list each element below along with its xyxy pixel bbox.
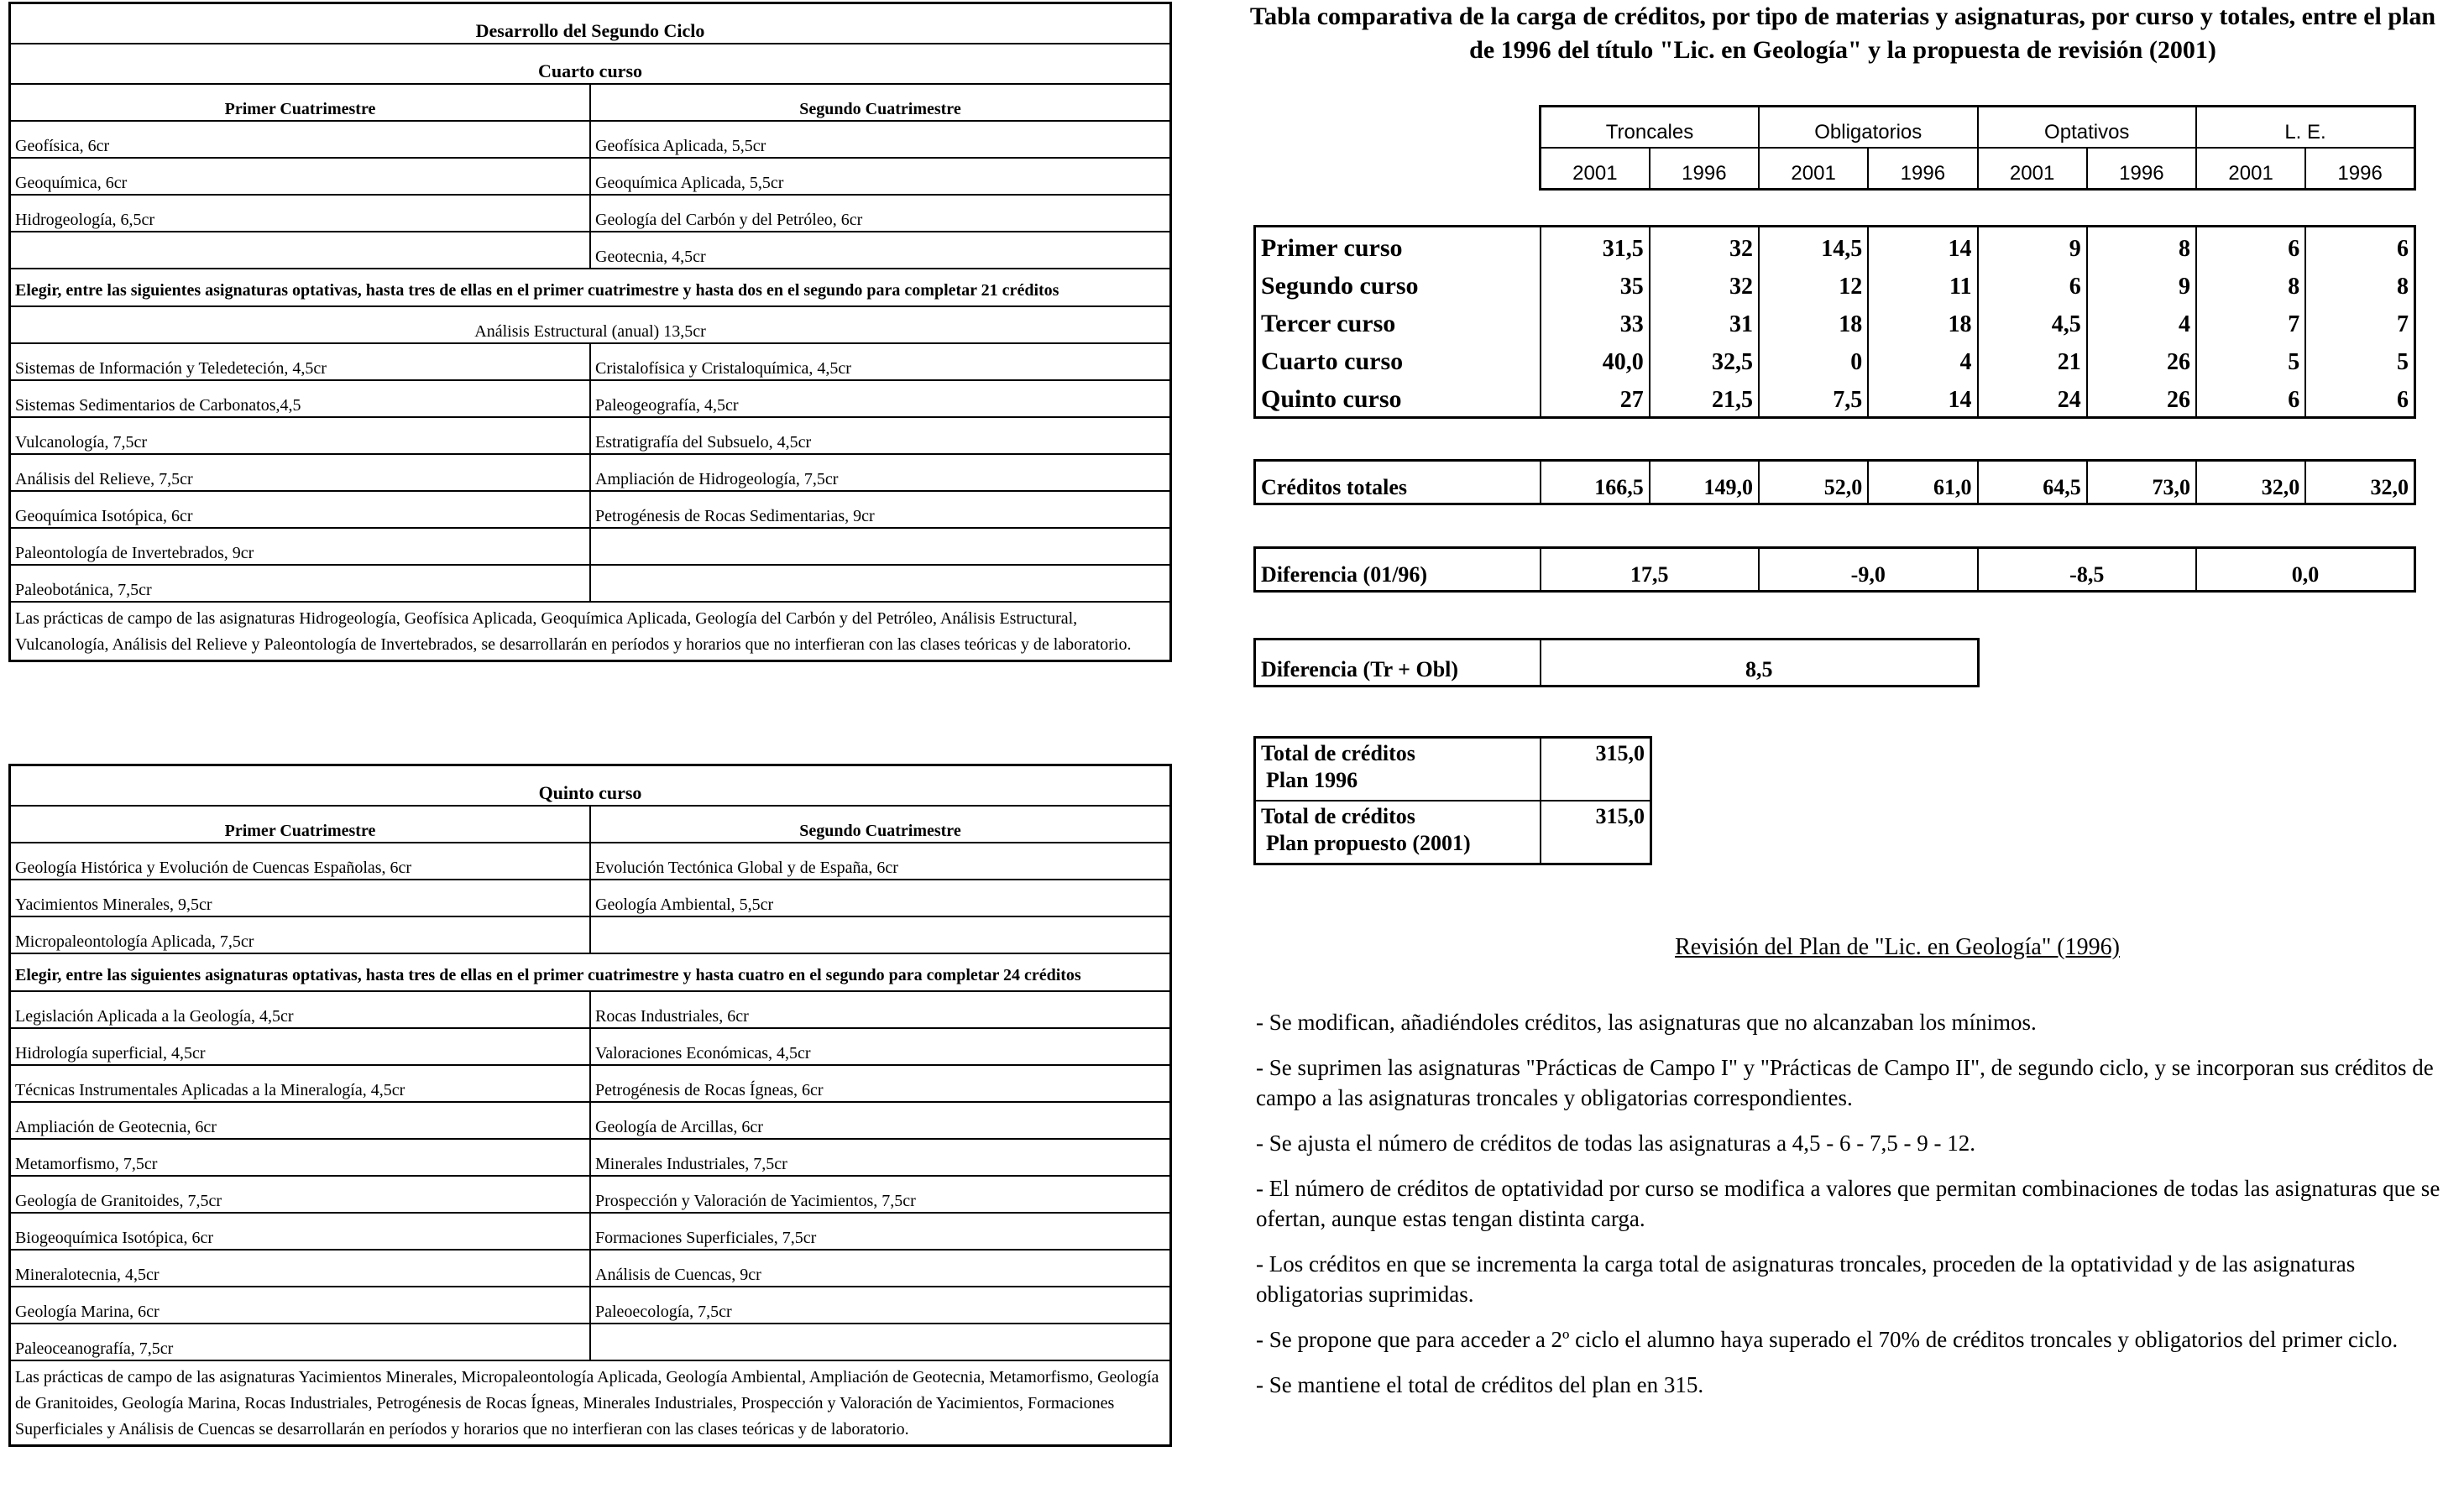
subject-cell: Paleontología de Invertebrados, 9cr [10,528,591,565]
core-row [10,916,1171,953]
row-label-line: Total de créditos [1261,741,1415,765]
elective-row [10,1287,1171,1324]
value-cell: 6 [2305,227,2414,266]
value-cell: 21,5 [1650,379,1759,418]
group-header: L. E. [2196,107,2415,149]
value-cell: 4,5 [1978,303,2087,341]
elective-row [10,417,1171,454]
elective-row [10,343,1171,380]
subject-cell: Micropaleontología Aplicada, 7,5cr [10,916,591,953]
row-label: Créditos totales [1255,461,1541,504]
elective-note: Elegir, entre las siguientes asignaturas optativas, hasta tres de ellas en el primer cuatrimestre y hasta dos en el segundo para completar 21 créditos [10,269,1171,306]
course-row [1255,303,2415,341]
subject-cell: Minerales Industriales, 7,5cr [590,1139,1171,1176]
value-cell: 27 [1541,379,1650,418]
value-cell: 35 [1541,265,1650,303]
subject-cell: Paleogeografía, 4,5cr [590,380,1171,417]
elective-row [10,1250,1171,1287]
subject-cell: Rocas Industriales, 6cr [590,991,1171,1028]
value-cell: 26 [2087,341,2196,379]
year-header: 2001 [1978,148,2087,190]
value-cell: 4 [2087,303,2196,341]
quinto-curso-body [10,765,1171,1446]
value-cell: 7 [2305,303,2414,341]
elective-row [10,1065,1171,1102]
elective-row [10,491,1171,528]
revision-item: - Se mantiene el total de créditos del plan en 315. [1256,1372,1704,1397]
subject-cell [590,916,1171,953]
elective-row [10,991,1171,1028]
value-cell: 4 [1868,341,1977,379]
row-label: Diferencia (01/96) [1255,548,1541,592]
core-row [10,880,1171,916]
value-cell: 21 [1978,341,2087,379]
subject-cell: Geofísica Aplicada, 5,5cr [590,121,1171,158]
value-cell: 6 [1978,265,2087,303]
value-cell: 26 [2087,379,2196,418]
subject-cell: Geoquímica Aplicada, 5,5cr [590,158,1171,195]
subject-cell: Prospección y Valoración de Yacimientos, 7,5cr [590,1176,1171,1213]
value-cell: 18 [1868,303,1977,341]
total-plan-1996-row [1255,738,1651,801]
subject-cell: Sistemas de Información y Teledeteción, 4,5cr [10,343,591,380]
section-title: Desarrollo del Segundo Ciclo [10,3,1171,44]
value-cell: 315,0 [1541,738,1651,801]
value-cell: 32 [1650,227,1759,266]
row-label: Cuarto curso [1255,341,1541,379]
row-label-line: Total de créditos [1261,804,1415,828]
value-cell: 24 [1978,379,2087,418]
value-cell: 40,0 [1541,341,1650,379]
column-header-second: Segundo Cuatrimestre [590,84,1171,121]
annual-subject: Análisis Estructural (anual) 13,5cr [10,306,1171,343]
value-cell: 32,0 [2305,461,2414,504]
value-cell: 6 [2305,379,2414,418]
row-label: Primer curso [1255,227,1541,266]
subject-cell: Ampliación de Hidrogeología, 7,5cr [590,454,1171,491]
subject-cell: Formaciones Superficiales, 7,5cr [590,1213,1171,1250]
subject-cell: Geología de Granitoides, 7,5cr [10,1176,591,1213]
revision-item: - Los créditos en que se incrementa la carga total de asignaturas troncales, proceden de la optatividad y de las asignaturas obligatorias suprimidas. [1256,1251,2356,1307]
subject-cell [590,528,1171,565]
elective-row [10,1213,1171,1250]
subject-cell: Geotecnia, 4,5cr [590,232,1171,269]
subject-cell: Análisis de Cuencas, 9cr [590,1250,1171,1287]
subject-cell: Geología Histórica y Evolución de Cuencas Españolas, 6cr [10,843,591,880]
value-cell: 8 [2087,227,2196,266]
year-header: 1996 [1650,148,1759,190]
subject-cell: Vulcanología, 7,5cr [10,417,591,454]
total-credits-row [1255,461,2415,504]
column-header-first: Primer Cuatrimestre [10,84,591,121]
field-practice-note: Las prácticas de campo de las asignaturas Yacimientos Minerales, Micropaleontología Aplicada, Geología Ambiental, Ampliación de Geotecnia, Metamorfismo, Geología de Granitoides, Geología Marina, Rocas Industriales, Petrogénesis de Rocas Ígneas, Minerales Industriales, Prospección y Valoración de Yacimientos, Formaciones Superficiales y Análisis de Cuencas se desarrollarán en períodos y horarios que no interfieran con las clases teóricas y de laboratorio. [10,1360,1171,1446]
subject-cell: Técnicas Instrumentales Aplicadas a la Mineralogía, 4,5cr [10,1065,591,1102]
course-row [1255,341,2415,379]
elective-row [10,1102,1171,1139]
year-header: 1996 [2305,148,2414,190]
row-label: Tercer curso [1255,303,1541,341]
total-plan-table [1253,736,1652,865]
value-cell: 6 [2196,227,2305,266]
value-cell: 6 [2196,379,2305,418]
subject-cell: Metamorfismo, 7,5cr [10,1139,591,1176]
subject-cell: Geología de Arcillas, 6cr [590,1102,1171,1139]
year-header: 1996 [2087,148,2196,190]
value-cell: 8,5 [1541,640,1979,687]
elective-row [10,454,1171,491]
subject-cell: Hidrogeología, 6,5cr [10,195,591,232]
subject-cell: Paleoceanografía, 7,5cr [10,1324,591,1360]
elective-row [10,1324,1171,1360]
revision-item: - El número de créditos de optatividad por curso se modifica a valores que permitan combinaciones de todas las asignaturas que se ofertan, aunque estas tengan distinta carga. [1256,1176,2440,1231]
value-cell: 31 [1650,303,1759,341]
elective-row [10,380,1171,417]
comparison-header-table [1539,105,2416,191]
course-row [1255,379,2415,418]
value-cell: 0,0 [2196,548,2415,592]
value-cell: 149,0 [1650,461,1759,504]
elective-row [10,565,1171,602]
value-cell: 31,5 [1541,227,1650,266]
row-label-line: Plan 1996 [1266,768,1358,792]
subject-cell: Paleoecología, 7,5cr [590,1287,1171,1324]
year-header: 2001 [1541,148,1650,190]
revision-item: - Se ajusta el número de créditos de todas las asignaturas a 4,5 - 6 - 7,5 - 9 - 12. [1256,1130,1976,1156]
subject-cell: Petrogénesis de Rocas Sedimentarias, 9cr [590,491,1171,528]
total-credits-table [1253,459,2416,505]
value-cell: 7,5 [1759,379,1868,418]
comparison-title: Tabla comparativa de la carga de créditos, por tipo de materias y asignaturas, por curso y totales, entre el plan de 1996 del título "Lic. en Geología" y la propuesta de revisión (2001) [1249,3,2436,64]
subject-cell: Evolución Tectónica Global y de España, 6cr [590,843,1171,880]
course-title: Cuarto curso [10,44,1171,84]
value-cell: -8,5 [1978,548,2197,592]
row-label: Quinto curso [1255,379,1541,418]
revision-list [1256,1007,2456,1415]
revision-title: Revisión del Plan de "Lic. en Geología" (1996) [1675,934,2120,960]
value-cell: 8 [2305,265,2414,303]
revision-item: - Se propone que para acceder a 2º ciclo el alumno haya superado el 70% de créditos troncales y obligatorios del primer ciclo. [1256,1327,2399,1352]
cuarto-curso-body [10,3,1171,661]
course-row [1255,265,2415,303]
value-cell: 32 [1650,265,1759,303]
value-cell: 12 [1759,265,1868,303]
value-cell: 5 [2196,341,2305,379]
elective-note: Elegir, entre las siguientes asignaturas optativas, hasta tres de ellas en el primer cuatrimestre y hasta cuatro en el segundo para completar 24 créditos [10,953,1171,991]
value-cell: 14 [1868,379,1977,418]
value-cell: 61,0 [1868,461,1977,504]
value-cell: 52,0 [1759,461,1868,504]
value-cell: 0 [1759,341,1868,379]
value-cell: 32,0 [2196,461,2305,504]
subject-cell: Geología Ambiental, 5,5cr [590,880,1171,916]
subject-cell: Geología del Carbón y del Petróleo, 6cr [590,195,1171,232]
subject-cell: Mineralotecnia, 4,5cr [10,1250,591,1287]
core-row [10,121,1171,158]
subject-cell: Análisis del Relieve, 7,5cr [10,454,591,491]
difference-tr-obl-table [1253,638,1980,687]
core-row [10,843,1171,880]
elective-row [10,1176,1171,1213]
subject-cell: Hidrología superficial, 4,5cr [10,1028,591,1065]
value-cell: 64,5 [1978,461,2087,504]
course-credits-body [1255,227,2415,418]
elective-row [10,528,1171,565]
subject-cell [590,1324,1171,1360]
core-row [10,195,1171,232]
value-cell: 33 [1541,303,1650,341]
subject-cell: Sistemas Sedimentarios de Carbonatos,4,5 [10,380,591,417]
value-cell: 166,5 [1541,461,1650,504]
subject-cell: Biogeoquímica Isotópica, 6cr [10,1213,591,1250]
difference-tr-obl-row [1255,640,1979,687]
course-title: Quinto curso [10,765,1171,807]
value-cell: 8 [2196,265,2305,303]
core-row [10,158,1171,195]
value-cell: 11 [1868,265,1977,303]
subject-cell: Legislación Aplicada a la Geología, 4,5cr [10,991,591,1028]
subject-cell: Valoraciones Económicas, 4,5cr [590,1028,1171,1065]
subject-cell [590,565,1171,602]
revision-item: - Se modifican, añadiéndoles créditos, las asignaturas que no alcanzaban los mínimos. [1256,1010,2037,1035]
field-practice-note: Las prácticas de campo de las asignaturas Hidrogeología, Geofísica Aplicada, Geoquímica Aplicada, Geología del Carbón y del Petróleo, Análisis Estructural, Vulcanología, Análisis del Relieve y Paleontología de Invertebrados, se desarrollarán en períodos y horarios que no interfieran con las clases teóricas y de laboratorio. [10,602,1171,661]
subject-cell [10,232,591,269]
group-header: Optativos [1978,107,2197,149]
elective-row [10,1028,1171,1065]
column-header-second: Segundo Cuatrimestre [590,806,1171,843]
value-cell: 32,5 [1650,341,1759,379]
course-row [1255,227,2415,266]
value-cell: 315,0 [1541,801,1651,864]
course-credits-table [1253,225,2416,419]
total-plan-2001-row [1255,801,1651,864]
value-cell: 18 [1759,303,1868,341]
difference-row [1255,548,2415,592]
row-label-line: Plan propuesto (2001) [1266,831,1471,855]
subject-cell: Petrogénesis de Rocas Ígneas, 6cr [590,1065,1171,1102]
row-label: Diferencia (Tr + Obl) [1255,640,1541,687]
subject-cell: Geoquímica, 6cr [10,158,591,195]
value-cell: 7 [2196,303,2305,341]
subject-cell: Estratigrafía del Subsuelo, 4,5cr [590,417,1171,454]
cuarto-curso-table [8,2,1172,662]
row-label [1255,738,1541,801]
subject-cell: Geología Marina, 6cr [10,1287,591,1324]
value-cell: 14,5 [1759,227,1868,266]
column-header-first: Primer Cuatrimestre [10,806,591,843]
value-cell: -9,0 [1759,548,1978,592]
core-row [10,232,1171,269]
group-header: Obligatorios [1759,107,1978,149]
year-header: 2001 [2196,148,2305,190]
value-cell: 17,5 [1541,548,1760,592]
value-cell: 5 [2305,341,2414,379]
subject-cell: Geoquímica Isotópica, 6cr [10,491,591,528]
year-header: 1996 [1868,148,1977,190]
elective-row [10,1139,1171,1176]
subject-cell: Ampliación de Geotecnia, 6cr [10,1102,591,1139]
value-cell: 73,0 [2087,461,2196,504]
quinto-curso-table [8,764,1172,1447]
subject-cell: Cristalofísica y Cristaloquímica, 4,5cr [590,343,1171,380]
group-header: Troncales [1541,107,1760,149]
value-cell: 9 [1978,227,2087,266]
revision-item: - Se suprimen las asignaturas "Prácticas de Campo I" y "Prácticas de Campo II", de segundo ciclo, y se incorporan sus créditos de campo a las asignaturas troncales y obligatorias correspondientes. [1256,1055,2434,1110]
value-cell: 14 [1868,227,1977,266]
subject-cell: Geofísica, 6cr [10,121,591,158]
subject-cell: Yacimientos Minerales, 9,5cr [10,880,591,916]
subject-cell: Paleobotánica, 7,5cr [10,565,591,602]
value-cell: 9 [2087,265,2196,303]
row-label: Segundo curso [1255,265,1541,303]
row-label [1255,801,1541,864]
difference-table [1253,546,2416,593]
year-header: 2001 [1759,148,1868,190]
